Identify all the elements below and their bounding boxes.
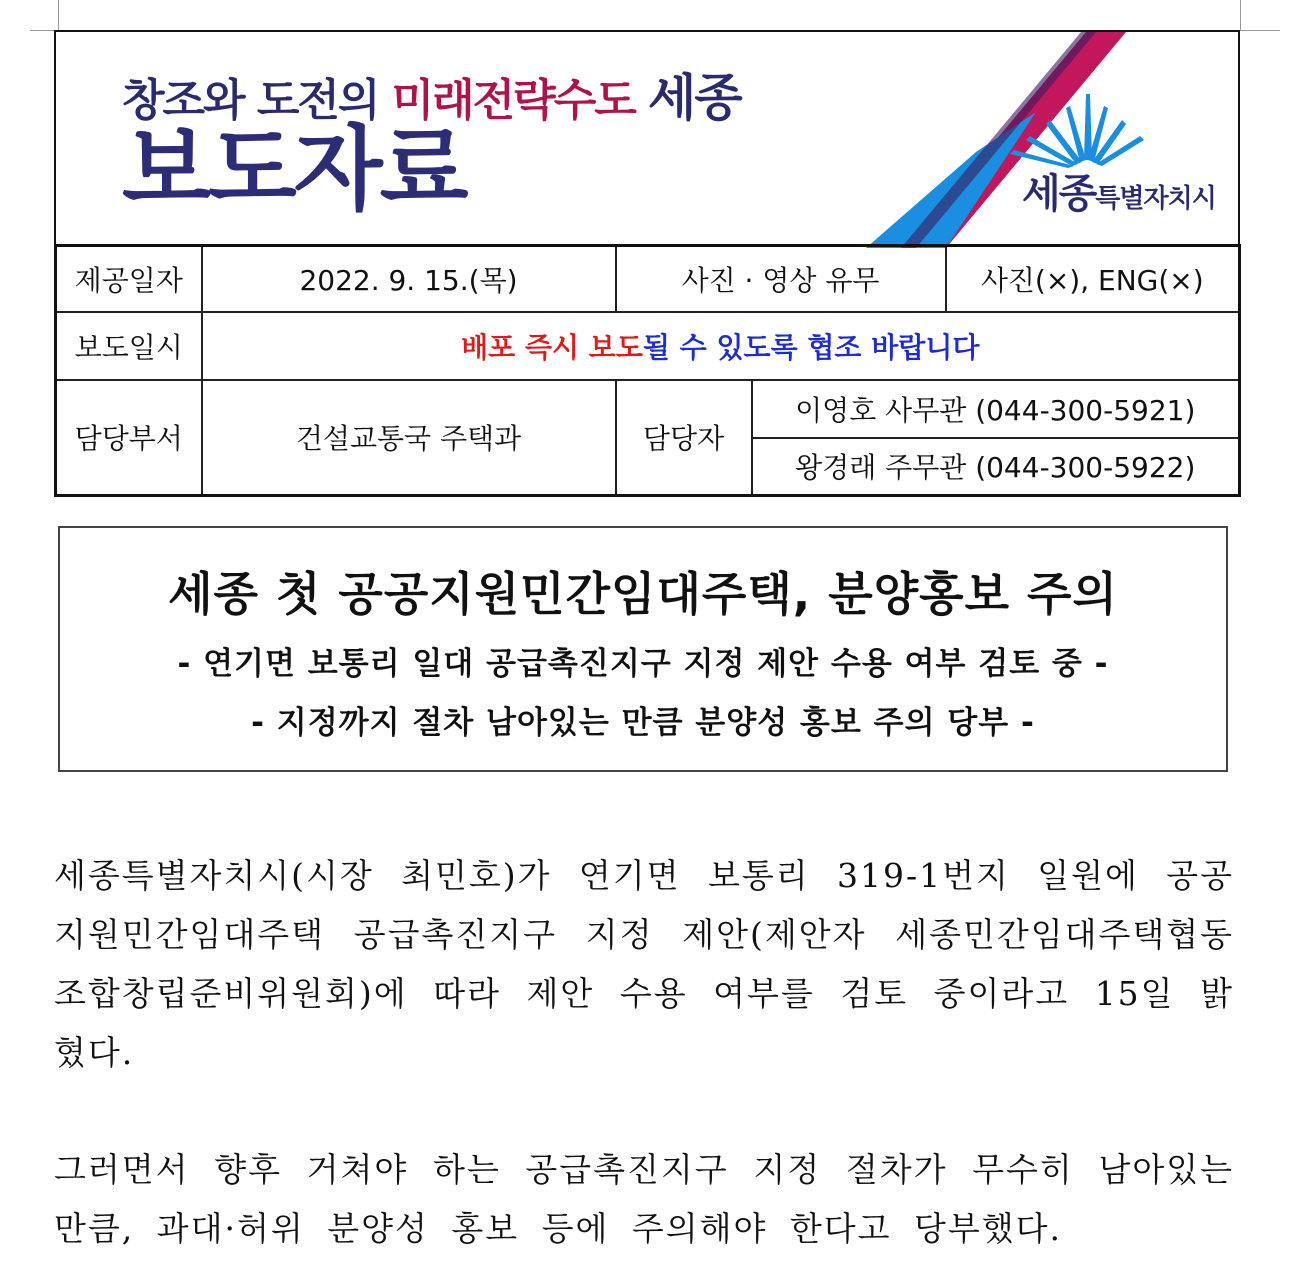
release-value-red: 배포 즉시 보도 — [461, 330, 643, 364]
sejong-city-logo-text — [1022, 162, 1216, 219]
release-value-blue: 될 수 있도록 협조 바랍니다 — [642, 330, 980, 364]
contact-person-2: 왕경래 주무관 (044-300-5922) — [752, 438, 1240, 496]
contact-label: 담당자 — [616, 380, 752, 496]
sejong-city-logo-icon — [1006, 90, 1146, 170]
media-value: 사진(×), ENG(×) — [946, 246, 1240, 312]
release-label: 보도일시 — [56, 312, 202, 380]
provided-date-value: 2022. 9. 15.(목) — [202, 246, 616, 312]
headline-subtitle-2: - 지정까지 절차 남아있는 만큼 분양성 홍보 주의 당부 - — [251, 705, 1035, 741]
headline-title: 세종 첫 공공지원민간임대주택, 분양홍보 주의 — [168, 567, 1118, 621]
body-paragraph-1: 세종특별자치시(시장 최민호)가 연기면 보통리 319-1번지 일원에 공공지원민간임대주택 공급촉진지구 지정 제안(제안자 세종민간임대주택협동조합창립준비위원회)에 따라 제안 수용 여부를 검토 중이라고 15일 밝혔다. — [54, 856, 1234, 1072]
crop-mark — [58, 0, 59, 30]
crop-mark — [1240, 30, 1280, 31]
logo-main: 세종 — [1022, 171, 1096, 217]
slogan-part3: 세종 — [648, 69, 741, 127]
department-value: 건설교통국 주택과 — [202, 380, 616, 496]
headline-subtitle-1: - 연기면 보통리 일대 공급촉진지구 지정 제안 수용 여부 검토 중 - — [177, 646, 1109, 682]
press-release-banner — [54, 30, 1240, 248]
slogan-part1: 창조와 도전의 — [122, 75, 392, 126]
headline-box — [58, 526, 1228, 772]
department-label: 담당부서 — [56, 380, 202, 496]
slogan-part2: 미래전략수도 — [391, 75, 649, 126]
contact-person-1: 이영호 사무관 (044-300-5921) — [752, 380, 1240, 438]
press-release-title: 보도자료 — [122, 116, 466, 223]
provided-date-label: 제공일자 — [56, 246, 202, 312]
media-label: 사진 · 영상 유무 — [616, 246, 946, 312]
logo-sub: 특별자치시 — [1095, 184, 1216, 214]
body-paragraph-2: 그러면서 향후 거쳐야 하는 공급촉진지구 지정 절차가 무수히 남아있는 만큼, 과대·허위 분양성 홍보 등에 주의해야 한다고 당부했다. — [54, 1150, 1234, 1248]
release-info-table — [54, 244, 1241, 497]
release-instruction — [202, 312, 1240, 380]
crop-mark — [1240, 0, 1241, 30]
